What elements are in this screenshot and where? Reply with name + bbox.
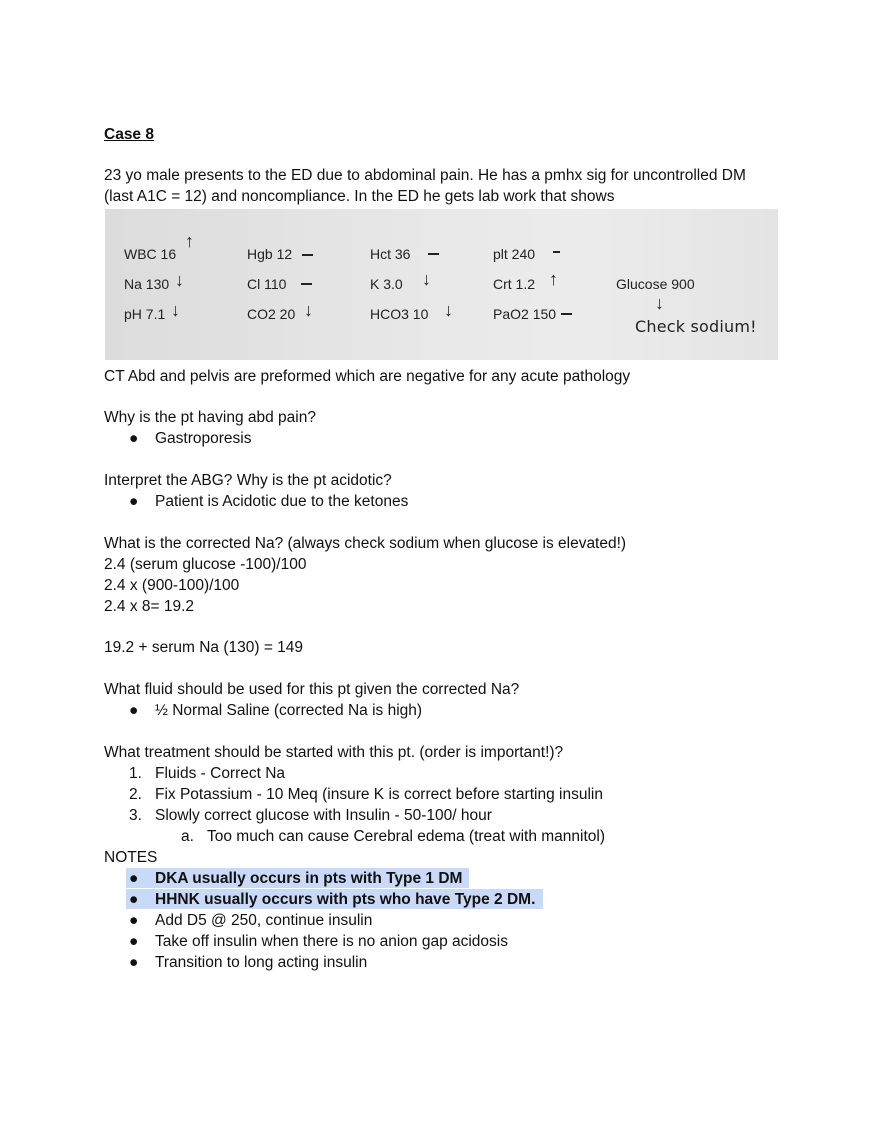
intro-line-2: (last A1C = 12) and noncompliance. In the ED he gets lab work that shows <box>104 188 615 205</box>
note-insulin-off: Take off insulin when there is no anion gap acidosis <box>155 933 508 950</box>
list-number: 3. <box>129 807 142 824</box>
down-arrow-icon: ↓ <box>175 270 184 290</box>
treatment-item-2: Fix Potassium - 10 Meq (insure K is correct before starting insulin <box>155 786 603 803</box>
answer-fluid: ½ Normal Saline (corrected Na is high) <box>155 702 423 719</box>
calc-line-3: 2.4 x 8= 19.2 <box>104 598 195 615</box>
down-arrow-icon: ↓ <box>171 300 180 320</box>
note-hhnk: HHNK usually occurs with pts who have Type 2 DM. <box>155 891 536 908</box>
dash-icon <box>301 283 312 285</box>
note-d5: Add D5 @ 250, continue insulin <box>155 912 373 929</box>
dash-icon <box>428 253 439 255</box>
lab-cl: Cl 110 <box>247 276 287 292</box>
ct-result: CT Abd and pelvis are preformed which are negative for any acute pathology <box>104 368 631 385</box>
note-long-acting: Transition to long acting insulin <box>155 954 368 971</box>
up-arrow-icon: ↑ <box>549 269 558 289</box>
lab-glucose: Glucose 900 <box>616 276 695 292</box>
lab-results-image <box>105 209 778 360</box>
bullet-icon: ● <box>129 702 139 719</box>
treatment-item-3: Slowly correct glucose with Insulin - 50-100/ hour <box>155 807 492 824</box>
down-arrow-icon: ↓ <box>444 300 453 320</box>
question-abg: Interpret the ABG? Why is the pt acidotic? <box>104 472 392 489</box>
down-arrow-icon: ↓ <box>422 269 431 289</box>
bullet-icon: ● <box>129 933 139 950</box>
down-arrow-icon: ↓ <box>655 293 664 313</box>
bullet-icon: ● <box>129 912 139 929</box>
lab-plt: plt 240 <box>493 246 536 262</box>
bullet-icon: ● <box>129 493 139 510</box>
lab-hct: Hct 36 <box>370 246 411 262</box>
lab-crt: Crt 1.2 <box>493 276 536 292</box>
lab-wbc: WBC 16 <box>124 246 177 262</box>
calc-line-4: 19.2 + serum Na (130) = 149 <box>104 639 304 656</box>
notes-header: NOTES <box>104 849 158 866</box>
question-treatment: What treatment should be started with this pt. (order is important!)? <box>104 744 564 761</box>
dash-icon <box>302 254 313 256</box>
lab-k: K 3.0 <box>370 276 403 292</box>
check-sodium-note: Check sodium! <box>635 317 757 336</box>
note-dka: DKA usually occurs in pts with Type 1 DM <box>155 870 463 887</box>
dash-icon <box>553 251 560 253</box>
bullet-icon: ● <box>129 430 139 447</box>
intro-line-1: 23 yo male presents to the ED due to abdominal pain. He has a pmhx sig for uncontrolled DM <box>104 167 746 184</box>
lab-co2: CO2 20 <box>247 306 296 322</box>
bullet-icon: ● <box>129 954 139 971</box>
lab-pao2: PaO2 150 <box>493 306 557 322</box>
list-number: 1. <box>129 765 142 782</box>
question-abd-pain: Why is the pt having abd pain? <box>104 409 316 426</box>
answer-abd-pain: Gastroporesis <box>155 430 252 447</box>
lab-hgb: Hgb 12 <box>247 246 293 262</box>
calc-line-1: 2.4 (serum glucose -100)/100 <box>104 556 307 573</box>
question-corrected-na: What is the corrected Na? (always check sodium when glucose is elevated!) <box>104 535 627 552</box>
list-number: 2. <box>129 786 142 803</box>
treatment-subitem-a: Too much can cause Cerebral edema (treat with mannitol) <box>207 828 606 845</box>
up-arrow-icon: ↑ <box>185 231 194 251</box>
case-title: Case 8 <box>104 126 154 143</box>
question-fluid: What fluid should be used for this pt given the corrected Na? <box>104 681 520 698</box>
bullet-icon: ● <box>129 891 139 908</box>
lab-na: Na 130 <box>124 276 170 292</box>
down-arrow-icon: ↓ <box>304 300 313 320</box>
dash-icon <box>561 313 572 315</box>
lab-hco3: HCO3 10 <box>370 306 429 322</box>
answer-abg: Patient is Acidotic due to the ketones <box>155 493 409 510</box>
calc-line-2: 2.4 x (900-100)/100 <box>104 577 240 594</box>
bullet-icon: ● <box>129 870 139 887</box>
list-letter: a. <box>181 828 194 845</box>
treatment-item-1: Fluids - Correct Na <box>155 765 286 782</box>
lab-ph: pH 7.1 <box>124 306 166 322</box>
